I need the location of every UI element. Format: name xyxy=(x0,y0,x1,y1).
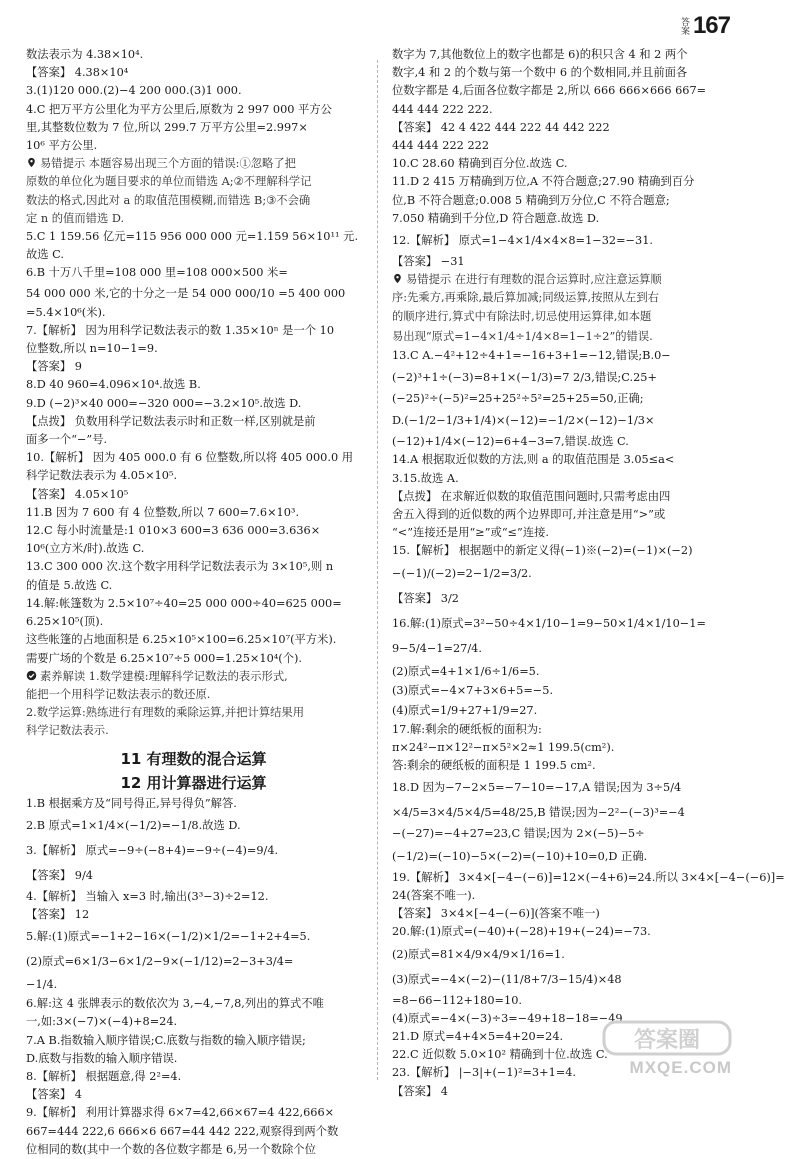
text-line: (−2)³+1÷(−3)=8+1×(−1/3)=7 2/3,错误;C.25+ xyxy=(392,371,657,385)
text-line: 舍五入得到的近似数的两个边界即可,并注意是用“>”或 xyxy=(392,508,666,522)
right-column xyxy=(392,46,785,1101)
check-badge-icon xyxy=(26,670,37,681)
error-tip-line xyxy=(26,155,361,173)
text-line: 故选 C. xyxy=(26,248,65,262)
page-number: 167 xyxy=(692,12,730,39)
text-line: 【点拨】 负数用科学记数法表示时和正数一样,区别就是前 xyxy=(26,414,316,428)
text-line: =8−66−112+180=10. xyxy=(392,993,522,1007)
text-line: −(−27)=−4+27=23,C 错误;因为 2×(−5)−5÷ xyxy=(392,827,645,841)
text-line: 一,如:3×(−7)×(−4)+8=24. xyxy=(26,1015,178,1029)
text-line: 数字,4 和 2 的个数与第一个数中 6 的个数相同,并且前面各 xyxy=(392,66,688,80)
text-line: 【答案】 4.38×10⁴ xyxy=(26,66,129,80)
text-line: 需要广场的个数是 6.25×10⁷÷5 000=1.25×10⁴(个). xyxy=(26,651,302,665)
location-pin-icon xyxy=(392,273,403,284)
text-line: 12.C 每小时流量是:1 010×3 600=3 636 000=3.636× xyxy=(26,524,321,538)
text-line: 6.25×10⁵(顶). xyxy=(26,615,104,629)
text-line: 4.【解析】 当输入 x=3 时,输出(3³−3)÷2=12. xyxy=(26,889,269,903)
text-line: 答:剩余的硬纸板的面积是 1 199.5 cm². xyxy=(392,759,596,773)
text-line: 里,其整数位数为 7 位,所以 299.7 万平方公里=2.997× xyxy=(26,120,308,134)
text-line: 位,B 不符合题意;0.008 5 精确到万分位,C 不符合题意; xyxy=(392,193,670,207)
text-line: 13.C A.−4²+12÷4+1=−16+3+1=−12,错误;B.0− xyxy=(392,348,671,362)
text-line: 【答案】 3×4×[−4−(−6)](答案不唯一) xyxy=(392,907,600,921)
text-line: (−1/2)=(−10)−5×(−2)=(−10)+10=0,D 正确. xyxy=(392,849,648,863)
text-line: 14.解:帐篷数为 2.5×10⁷÷40=25 000 000÷40=625 000= xyxy=(26,596,342,610)
text-line: −(−1)/(−2)=2−1/2=3/2. xyxy=(392,566,532,580)
text-line: (2)原式=4+1×1/6÷1/6=5. xyxy=(392,664,540,678)
text-line: 7.【解析】 因为用科学记数法表示的数 1.35×10ⁿ 是一个 10 xyxy=(26,323,335,337)
text-line: 3.15.故选 A. xyxy=(392,471,459,485)
watermark-logo-text: 答案圈 xyxy=(633,1028,701,1053)
text-line: 位数字都是 4,后面各位数字都是 2,所以 666 666×666 667= xyxy=(392,84,707,98)
text-line: 10.C 28.60 精确到百分位.故选 C. xyxy=(392,157,568,171)
text-line: 【点拨】 在求解近似数的取值范围问题时,只需考虑由四 xyxy=(392,489,671,503)
text-line: 20.解:(1)原式=(−40)+(−28)+19+(−24)=−73. xyxy=(392,925,651,939)
text-line: 11.D 2 415 万精确到万位,A 不符合题意;27.90 精确到百分 xyxy=(392,175,695,189)
text-line: 7.A B.指数输入顺序错误;C.底数与指数的输入顺序错误; xyxy=(26,1033,306,1047)
text-line: 444 444 222 222 xyxy=(392,139,490,153)
text-line: 444 444 222 222. xyxy=(392,102,493,116)
text-line: (−25)²÷(−5)²=25+25²÷5²=25+25=50,正确; xyxy=(392,392,644,406)
text-line: 24(答案不唯一). xyxy=(392,888,476,902)
text-line: 7.050 精确到千分位,D 符合题意.故选 D. xyxy=(392,211,600,225)
literacy-note-line xyxy=(26,668,361,686)
text-line: (4)原式=−4×(−3)÷3=−49+18−18=−49. xyxy=(392,1011,627,1025)
text-line: 12.【解析】 原式=1−4×1/4×4×8=1−32=−31. xyxy=(392,234,653,248)
text-line: 【答案】 4.05×10⁵ xyxy=(26,487,129,501)
text-line: 面多一个“−”号. xyxy=(26,433,108,447)
text-line: 【答案】 −31 xyxy=(392,255,465,269)
text-line: 这些帐篷的占地面积是 6.25×10⁵×100=6.25×10⁷(平方米). xyxy=(26,633,337,647)
text-line: 6.B 十万八千里=108 000 里=108 000×500 米= xyxy=(26,266,288,280)
text-line: 2.B 原式=1×1/4×(−1/2)=−1/8.故选 D. xyxy=(26,818,241,832)
text-line: 10⁶ 平方公里. xyxy=(26,139,98,153)
text-line: 数字为 7,其他数位上的数字也都是 6)的积只含 4 和 2 两个 xyxy=(392,48,688,61)
text-line: 23.【解析】 |−3|+(−1)²=3+1=4. xyxy=(392,1066,577,1080)
text-line: 5.解:(1)原式=−1+2−16×(−1/2)×1/2=−1+2+4=5. xyxy=(26,930,311,944)
text-line: 3.【解析】 原式=−9÷(−8+4)=−9÷(−4)=9/4. xyxy=(26,843,279,857)
text-line: (3)原式=−4×7+3×6+5=−5. xyxy=(392,683,554,697)
watermark-url: MXQE.COM xyxy=(629,1058,732,1077)
watermark xyxy=(602,1018,732,1078)
text-line: 3.(1)120 000.(2)−4 200 000.(3)1 000. xyxy=(26,84,242,98)
text-line: 10.【解析】 因为 405 000.0 有 6 位整数,所以将 405 000.0 用 xyxy=(26,451,354,465)
text-line: 数法表示为 4.38×10⁴. xyxy=(26,48,144,61)
text-line: 22.C 近似数 5.0×10² 精确到十位.故选 C. xyxy=(392,1048,608,1062)
error-tip-text: 易错提示 本题容易出现三个方面的错误:①忽略了把 xyxy=(40,157,296,171)
text-line: 11.B 因为 7 600 有 4 位整数,所以 7 600=7.6×10³. xyxy=(26,505,300,519)
left-column xyxy=(26,46,361,1159)
text-line: 数法的格式,因此对 a 的取值范围模糊,而错选 B;③不会确 xyxy=(26,193,311,207)
text-line: −1/4. xyxy=(26,978,58,992)
text-line: 9−5/4−1=27/4. xyxy=(392,641,482,655)
text-line: 位整数,所以 n=10−1=9. xyxy=(26,342,158,356)
text-line: 科学记数法表示. xyxy=(26,724,109,738)
text-line: D.(−1/2−1/3+1/4)×(−12)=−1/2×(−12)−1/3× xyxy=(392,414,655,428)
text-line: 2.数学运算:熟练进行有理数的乘除运算,并把计算结果用 xyxy=(26,706,305,720)
text-line: “<”连接还是用“≥”或“≤”连接. xyxy=(392,526,550,540)
text-line: 原数的单位化为题目要求的单位而错选 A;②不理解科学记 xyxy=(26,175,312,189)
text-line: (4)原式=1/9+27+1/9=27. xyxy=(392,703,538,717)
text-line: 【答案】 4 xyxy=(26,1088,82,1102)
text-line: 667=444 222,6 666×6 667=44 442 222,观察得到两个数 xyxy=(26,1124,339,1138)
text-line: 易出现“原式=1−4×1/4÷1/4×8=1−1÷2”的错误. xyxy=(392,329,653,343)
text-line: 8.D 40 960=4.096×10⁴.故选 B. xyxy=(26,378,201,392)
text-line: 54 000 000 米,它的十分之一是 54 000 000/10 =5 400 000 xyxy=(26,286,346,300)
text-line: 5.C 1 159.56 亿元=115 956 000 000 元=1.159 56×10¹¹ 元. xyxy=(26,230,359,244)
answer-side-label: 答案 xyxy=(679,17,690,35)
text-line: D.底数与指数的输入顺序错误. xyxy=(26,1051,178,1065)
column-divider xyxy=(377,60,378,1080)
text-line: 科学记数法表示为 4.05×10⁵. xyxy=(26,469,178,483)
text-line: 18.D 因为−7−2×5=−7−10=−17,A 错误;因为 3÷5/4 xyxy=(392,781,682,795)
text-line: (3)原式=−4×(−2)−(11/8+7/3−15/4)×48 xyxy=(392,972,622,986)
text-line: 【答案】 12 xyxy=(26,907,90,921)
text-line: 17.解:剩余的硬纸板的面积为: xyxy=(392,722,542,736)
text-line: 19.【解析】 3×4×[−4−(−6)]=12×(−4+6)=24.所以 3×4×[−4−(−6)]= xyxy=(392,870,785,884)
watermark-logo-icon xyxy=(602,1018,732,1058)
text-line: 9.D (−2)³×40 000=−320 000=−3.2×10⁵.故选 D. xyxy=(26,396,302,410)
text-line: 8.【解析】 根据题意,得 2²=4. xyxy=(26,1069,182,1083)
section-title: 12 用计算器进行运算 xyxy=(120,773,267,792)
text-line: 16.解:(1)原式=3²−50÷4×1/10−1=9−50×1/4×1/10−1= xyxy=(392,616,706,630)
text-line: 【答案】 4 xyxy=(392,1084,448,1098)
page-header xyxy=(680,12,730,40)
text-line: 6.解:这 4 张牌表示的数依次为 3,−4,−7,8,列出的算式不唯 xyxy=(26,997,324,1011)
text-line: (−12)+1/4×(−12)=6+4−3=7,错误.故选 C. xyxy=(392,435,629,449)
text-line: 10⁶(立方米/时).故选 C. xyxy=(26,542,145,556)
text-line: 4.C 把万平方公里化为平方公里后,原数为 2 997 000 平方公 xyxy=(26,102,332,116)
text-line: 的值是 5.故选 C. xyxy=(26,578,113,592)
text-line: 【答案】 9/4 xyxy=(26,868,93,882)
literacy-note-text: 素养解读 1.数学建模:理解科学记数法的表示形式, xyxy=(40,669,288,683)
text-line: 9.【解析】 利用计算器求得 6×7=42,66×67=4 422,666× xyxy=(26,1106,335,1120)
text-line: 【答案】 42 4 422 444 222 44 442 222 xyxy=(392,120,610,134)
text-line: 【答案】 3/2 xyxy=(392,591,459,605)
section-title: 11 有理数的混合运算 xyxy=(120,749,267,768)
text-line: (2)原式=6×1/3−6×1/2−9×(−1/12)=2−3+3/4= xyxy=(26,955,294,969)
text-line: 的顺序进行,算式中有除法时,切忌使用运算律,如本题 xyxy=(392,309,652,323)
text-line: 能把一个用科学记数法表示的数还原. xyxy=(26,687,211,701)
error-tip-line xyxy=(392,271,732,289)
text-line: 21.D 原式=4+4×5=4+20=24. xyxy=(392,1029,564,1043)
text-line: 15.【解析】 根据题中的新定义得(−1)※(−2)=(−1)×(−2) xyxy=(392,544,693,558)
text-line: 1.B 根据乘方及“同号得正,异号得负”解答. xyxy=(26,796,237,810)
text-line: π×24²−π×12²−π×5²×2≈1 199.5(cm²). xyxy=(392,741,615,755)
text-line: ×4/5=3×4/5×4/5=48/25,B 错误;因为−2²−(−3)³=−4 xyxy=(392,806,685,820)
text-line: 定 n 的值而错选 D. xyxy=(26,211,125,225)
text-line: (2)原式=81×4/9×4/9×1/16=1. xyxy=(392,947,565,961)
text-line: 位相同的数(其中一个数的各位数字都是 6,另一个数除个位 xyxy=(26,1142,316,1156)
text-line: 14.A 根据取近似数的方法,则 a 的取值范围是 3.05≤a< xyxy=(392,453,675,467)
error-tip-text: 易错提示 在进行有理数的混合运算时,应注意运算顺 xyxy=(406,273,662,287)
text-line: =5.4×10⁶(米). xyxy=(26,305,106,319)
text-line: 【答案】 9 xyxy=(26,360,82,374)
location-pin-icon xyxy=(26,157,37,168)
text-line: 序:先乘方,再乘除,最后算加减;同级运算,按照从左到右 xyxy=(392,291,659,305)
text-line: 13.C 300 000 次.这个数字用科学记数法表示为 3×10⁵,则 n xyxy=(26,560,334,574)
